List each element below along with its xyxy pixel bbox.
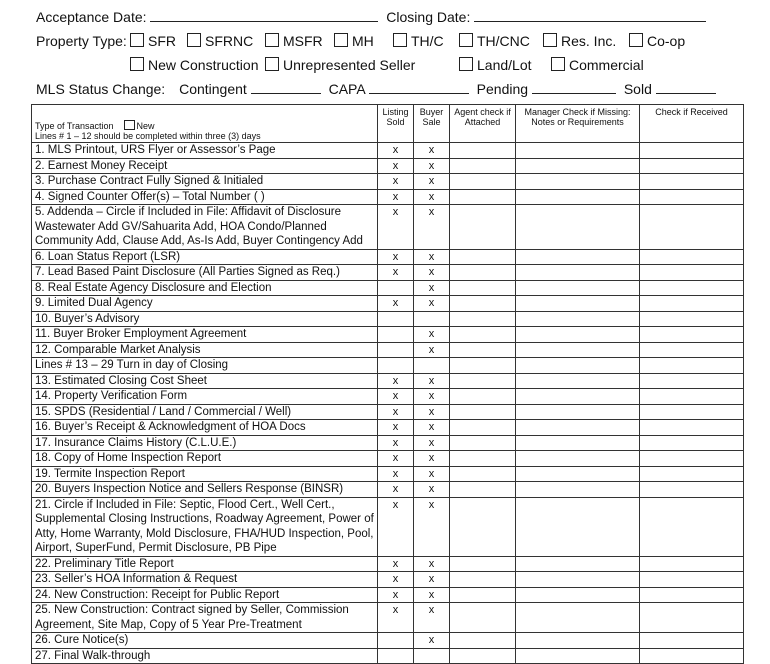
- manager-notes-cell[interactable]: [516, 265, 640, 281]
- received-check-cell[interactable]: [640, 556, 744, 572]
- property-type-option[interactable]: [459, 57, 532, 73]
- listing-sold-mark: x: [378, 249, 414, 265]
- manager-notes-cell[interactable]: [516, 648, 640, 664]
- table-row: [32, 633, 744, 649]
- manager-notes-cell[interactable]: [516, 497, 640, 556]
- property-type-option[interactable]: [265, 33, 323, 49]
- new-checkbox[interactable]: [124, 120, 135, 130]
- property-type-option[interactable]: [543, 33, 616, 49]
- row-description: 12. Comparable Market Analysis: [32, 342, 378, 358]
- manager-notes-cell[interactable]: [516, 342, 640, 358]
- agent-check-cell[interactable]: [450, 482, 516, 498]
- property-type-label: Property Type:: [36, 33, 127, 49]
- agent-check-cell[interactable]: [450, 358, 516, 374]
- manager-notes-cell[interactable]: [516, 311, 640, 327]
- listing-sold-mark: x: [378, 497, 414, 556]
- mls-sold-field[interactable]: [656, 81, 716, 94]
- manager-notes-cell[interactable]: [516, 420, 640, 436]
- received-check-cell[interactable]: [640, 466, 744, 482]
- table-row: [32, 587, 744, 603]
- received-check-cell[interactable]: [640, 280, 744, 296]
- property-type-label: Unrepresented Seller: [283, 57, 416, 73]
- property-type-option[interactable]: [393, 33, 444, 49]
- mls-pending-label: Pending: [476, 81, 529, 97]
- agent-check-cell[interactable]: [450, 205, 516, 250]
- buyer-sale-mark: x: [414, 280, 450, 296]
- received-check-cell[interactable]: [640, 389, 744, 405]
- received-check-cell[interactable]: [640, 296, 744, 312]
- property-type-checkbox[interactable]: [629, 33, 643, 47]
- row-description: 7. Lead Based Paint Disclosure (All Parties Signed as Req.): [32, 265, 378, 281]
- property-type-option[interactable]: [265, 57, 415, 73]
- agent-check-cell[interactable]: [450, 158, 516, 174]
- row-description: 3. Purchase Contract Fully Signed & Initialed: [32, 174, 378, 190]
- agent-check-cell[interactable]: [450, 451, 516, 467]
- received-check-cell[interactable]: [640, 373, 744, 389]
- table-row: [32, 296, 744, 312]
- property-type-option[interactable]: [459, 33, 530, 49]
- listing-sold-mark: [378, 311, 414, 327]
- agent-check-cell[interactable]: [450, 265, 516, 281]
- buyer-sale-mark: [414, 648, 450, 664]
- manager-notes-cell[interactable]: [516, 189, 640, 205]
- checklist-table: [31, 104, 744, 664]
- agent-check-cell[interactable]: [450, 603, 516, 633]
- property-type-label: New Construction: [148, 57, 259, 73]
- agent-check-cell[interactable]: [450, 587, 516, 603]
- buyer-sale-mark: x: [414, 373, 450, 389]
- row-description: 14. Property Verification Form: [32, 389, 378, 405]
- row-description: 16. Buyer’s Receipt & Acknowledgment of HOA Docs: [32, 420, 378, 436]
- agent-check-cell[interactable]: [450, 296, 516, 312]
- listing-sold-mark: [378, 327, 414, 343]
- buyer-sale-mark: x: [414, 265, 450, 281]
- buyer-sale-mark: x: [414, 482, 450, 498]
- received-check-cell[interactable]: [640, 158, 744, 174]
- property-type-checkbox[interactable]: [459, 33, 473, 47]
- table-row: [32, 482, 744, 498]
- property-type-label: Res. Inc.: [561, 33, 617, 49]
- closing-date-field[interactable]: [474, 9, 706, 22]
- listing-sold-mark: x: [378, 451, 414, 467]
- listing-sold-mark: [378, 342, 414, 358]
- property-type-label: Land/Lot: [477, 57, 532, 73]
- new-label: New: [136, 121, 155, 131]
- listing-sold-mark: x: [378, 143, 414, 159]
- agent-check-cell[interactable]: [450, 249, 516, 265]
- property-type-checkbox[interactable]: [130, 57, 144, 71]
- buyer-sale-mark: x: [414, 389, 450, 405]
- manager-notes-cell[interactable]: [516, 327, 640, 343]
- row-description: 6. Loan Status Report (LSR): [32, 249, 378, 265]
- listing-sold-mark: x: [378, 205, 414, 250]
- table-row: [32, 556, 744, 572]
- table-row: [32, 497, 744, 556]
- buyer-sale-mark: x: [414, 466, 450, 482]
- manager-notes-cell[interactable]: [516, 404, 640, 420]
- table-row: [32, 358, 744, 374]
- agent-check-cell[interactable]: [450, 280, 516, 296]
- received-check-cell[interactable]: [640, 342, 744, 358]
- row-description: 22. Preliminary Title Report: [32, 556, 378, 572]
- transaction-type-header: [32, 105, 378, 143]
- received-check-cell[interactable]: [640, 311, 744, 327]
- agent-check-cell[interactable]: [450, 311, 516, 327]
- row-description: 17. Insurance Claims History (C.L.U.E.): [32, 435, 378, 451]
- row-description: 9. Limited Dual Agency: [32, 296, 378, 312]
- listing-sold-mark: x: [378, 435, 414, 451]
- table-row: [32, 205, 744, 250]
- manager-notes-cell[interactable]: [516, 373, 640, 389]
- property-type-label: TH/C: [411, 33, 444, 49]
- listing-sold-header: Listing Sold: [378, 105, 414, 143]
- agent-check-cell[interactable]: [450, 373, 516, 389]
- buyer-sale-mark: x: [414, 404, 450, 420]
- mls-pending-field[interactable]: [532, 81, 616, 94]
- listing-sold-mark: [378, 648, 414, 664]
- manager-notes-cell[interactable]: [516, 556, 640, 572]
- row-description: 10. Buyer’s Advisory: [32, 311, 378, 327]
- agent-check-cell[interactable]: [450, 435, 516, 451]
- listing-sold-mark: x: [378, 296, 414, 312]
- property-type-option[interactable]: [130, 33, 176, 49]
- buyer-sale-mark: x: [414, 327, 450, 343]
- acceptance-date-field[interactable]: [150, 9, 378, 22]
- row-description: 24. New Construction: Receipt for Public Report: [32, 587, 378, 603]
- manager-notes-cell[interactable]: [516, 466, 640, 482]
- table-row: [32, 189, 744, 205]
- row-description: 5. Addenda – Circle if Included in File: Affidavit of Disclosure Wastewater Add GV/Sahuarita Add, HOA Condo/Planned Community Add, Clause Add, As-Is Add, Buyer Contingency Add: [32, 205, 378, 250]
- listing-sold-mark: x: [378, 556, 414, 572]
- property-type-label: Commercial: [569, 57, 644, 73]
- manager-notes-cell[interactable]: [516, 603, 640, 633]
- buyer-sale-mark: x: [414, 451, 450, 467]
- row-description: 27. Final Walk-through: [32, 648, 378, 664]
- listing-sold-mark: x: [378, 373, 414, 389]
- received-check-cell[interactable]: [640, 633, 744, 649]
- buyer-sale-mark: x: [414, 174, 450, 190]
- listing-sold-mark: x: [378, 404, 414, 420]
- listing-sold-mark: x: [378, 158, 414, 174]
- listing-sold-mark: x: [378, 587, 414, 603]
- listing-sold-mark: x: [378, 466, 414, 482]
- row-description: 19. Termite Inspection Report: [32, 466, 378, 482]
- received-check-cell[interactable]: [640, 497, 744, 556]
- agent-check-cell[interactable]: [450, 404, 516, 420]
- table-row: [32, 572, 744, 588]
- buyer-sale-mark: [414, 358, 450, 374]
- buyer-sale-mark: x: [414, 143, 450, 159]
- listing-sold-mark: x: [378, 420, 414, 436]
- buyer-sale-mark: x: [414, 249, 450, 265]
- property-type-checkbox[interactable]: [551, 57, 565, 71]
- mls-contingent-field[interactable]: [251, 81, 321, 94]
- buyer-sale-header: Buyer Sale: [414, 105, 450, 143]
- mls-capa-field[interactable]: [369, 81, 469, 94]
- property-type-option[interactable]: [551, 57, 644, 73]
- buyer-sale-mark: x: [414, 587, 450, 603]
- received-check-cell[interactable]: [640, 358, 744, 374]
- table-row: [32, 420, 744, 436]
- agent-check-cell[interactable]: [450, 143, 516, 159]
- agent-check-cell[interactable]: [450, 572, 516, 588]
- table-row: [32, 143, 744, 159]
- table-row: [32, 174, 744, 190]
- manager-notes-cell[interactable]: [516, 143, 640, 159]
- listing-sold-mark: x: [378, 189, 414, 205]
- property-type-checkbox[interactable]: [130, 33, 144, 47]
- listing-sold-mark: [378, 280, 414, 296]
- lines-note: Lines # 1 – 12 should be completed within three (3) days: [35, 131, 261, 141]
- closing-date-label: Closing Date:: [386, 9, 471, 25]
- table-row: [32, 342, 744, 358]
- manager-notes-cell[interactable]: [516, 451, 640, 467]
- listing-sold-mark: [378, 358, 414, 374]
- buyer-sale-mark: x: [414, 342, 450, 358]
- mls-status-label: MLS Status Change:: [36, 81, 166, 97]
- property-type-checkbox[interactable]: [187, 33, 201, 47]
- row-description: 23. Seller’s HOA Information & Request: [32, 572, 378, 588]
- property-type-checkbox[interactable]: [334, 33, 348, 47]
- table-row: [32, 603, 744, 633]
- table-row: [32, 280, 744, 296]
- manager-notes-cell[interactable]: [516, 205, 640, 250]
- received-check-cell[interactable]: [640, 249, 744, 265]
- table-row: [32, 373, 744, 389]
- manager-notes-cell[interactable]: [516, 280, 640, 296]
- manager-notes-cell[interactable]: [516, 435, 640, 451]
- row-description: Lines # 13 – 29 Turn in day of Closing: [32, 358, 378, 374]
- property-type-label: Co-op: [647, 33, 686, 49]
- buyer-sale-mark: x: [414, 572, 450, 588]
- row-description: 26. Cure Notice(s): [32, 633, 378, 649]
- agent-check-cell[interactable]: [450, 556, 516, 572]
- listing-sold-mark: x: [378, 572, 414, 588]
- table-row: [32, 404, 744, 420]
- buyer-sale-mark: x: [414, 189, 450, 205]
- manager-notes-cell[interactable]: [516, 389, 640, 405]
- row-description: 8. Real Estate Agency Disclosure and Election: [32, 280, 378, 296]
- received-check-cell[interactable]: [640, 648, 744, 664]
- row-description: 25. New Construction: Contract signed by Seller, Commission Agreement, Site Map, Copy of 5 Year Pre-Treatment: [32, 603, 378, 633]
- manager-notes-cell[interactable]: [516, 482, 640, 498]
- received-check-cell[interactable]: [640, 572, 744, 588]
- dates-row: [36, 9, 706, 25]
- property-type-checkbox[interactable]: [265, 33, 279, 47]
- received-check-cell[interactable]: [640, 265, 744, 281]
- property-type-label: SFRNC: [205, 33, 254, 49]
- buyer-sale-mark: x: [414, 633, 450, 649]
- received-check-cell[interactable]: [640, 603, 744, 633]
- received-check-cell[interactable]: [640, 404, 744, 420]
- buyer-sale-mark: x: [414, 205, 450, 250]
- manager-notes-cell[interactable]: [516, 158, 640, 174]
- received-check-cell[interactable]: [640, 327, 744, 343]
- table-row: [32, 435, 744, 451]
- property-type-checkbox[interactable]: [265, 57, 279, 71]
- property-type-option[interactable]: [629, 33, 685, 49]
- received-check-cell[interactable]: [640, 482, 744, 498]
- table-row: [32, 451, 744, 467]
- manager-check-header: Manager Check if Missing: Notes or Requirements: [516, 105, 640, 143]
- table-row: [32, 249, 744, 265]
- agent-check-cell[interactable]: [450, 420, 516, 436]
- manager-notes-cell[interactable]: [516, 249, 640, 265]
- acceptance-date-label: Acceptance Date:: [36, 9, 147, 25]
- row-description: 4. Signed Counter Offer(s) – Total Number ( ): [32, 189, 378, 205]
- manager-notes-cell[interactable]: [516, 174, 640, 190]
- property-type-label: SFR: [148, 33, 176, 49]
- agent-check-cell[interactable]: [450, 189, 516, 205]
- agent-check-cell[interactable]: [450, 633, 516, 649]
- table-row: [32, 389, 744, 405]
- received-check-cell[interactable]: [640, 143, 744, 159]
- row-description: 13. Estimated Closing Cost Sheet: [32, 373, 378, 389]
- row-description: 15. SPDS (Residential / Land / Commercial / Well): [32, 404, 378, 420]
- manager-notes-cell[interactable]: [516, 296, 640, 312]
- received-check-cell[interactable]: [640, 174, 744, 190]
- row-description: 1. MLS Printout, URS Flyer or Assessor’s Page: [32, 143, 378, 159]
- agent-check-cell[interactable]: [450, 174, 516, 190]
- property-type-checkbox[interactable]: [393, 33, 407, 47]
- agent-check-cell[interactable]: [450, 327, 516, 343]
- agent-check-cell[interactable]: [450, 342, 516, 358]
- property-type-label: MSFR: [283, 33, 323, 49]
- table-row: [32, 327, 744, 343]
- transaction-type-label: Type of Transaction: [35, 121, 114, 131]
- property-type-checkbox[interactable]: [459, 57, 473, 71]
- buyer-sale-mark: x: [414, 556, 450, 572]
- table-row: [32, 311, 744, 327]
- manager-notes-cell[interactable]: [516, 587, 640, 603]
- mls-sold-label: Sold: [623, 81, 652, 97]
- mls-status-row: [36, 81, 716, 97]
- received-check-cell[interactable]: [640, 189, 744, 205]
- property-type-label: MH: [352, 33, 374, 49]
- received-check-cell[interactable]: [640, 205, 744, 250]
- row-description: 11. Buyer Broker Employment Agreement: [32, 327, 378, 343]
- buyer-sale-mark: x: [414, 497, 450, 556]
- property-type-option[interactable]: [334, 33, 374, 49]
- row-description: 18. Copy of Home Inspection Report: [32, 451, 378, 467]
- row-description: 21. Circle if Included in File: Septic, Flood Cert., Well Cert., Supplemental Closing Instructions, Roadway Agreement, Power of Atty, Home Warranty, Mold Disclosure, FHA/HUD Inspection, Pool, Airport, SuperFund, Permit Disclosure, PB Pipe: [32, 497, 378, 556]
- buyer-sale-mark: x: [414, 435, 450, 451]
- buyer-sale-mark: x: [414, 158, 450, 174]
- listing-sold-mark: x: [378, 482, 414, 498]
- listing-sold-mark: x: [378, 603, 414, 633]
- check-received-header: Check if Received: [640, 105, 744, 143]
- agent-check-cell[interactable]: [450, 648, 516, 664]
- manager-notes-cell[interactable]: [516, 572, 640, 588]
- row-description: 20. Buyers Inspection Notice and Sellers Response (BINSR): [32, 482, 378, 498]
- buyer-sale-mark: x: [414, 603, 450, 633]
- table-row: [32, 265, 744, 281]
- agent-check-header: Agent check if Attached: [450, 105, 516, 143]
- mls-capa-label: CAPA: [328, 81, 365, 97]
- listing-sold-mark: x: [378, 265, 414, 281]
- mls-contingent-label: Contingent: [179, 81, 247, 97]
- property-type-option[interactable]: [187, 33, 253, 49]
- property-type-option[interactable]: [130, 57, 259, 73]
- received-check-cell[interactable]: [640, 420, 744, 436]
- agent-check-cell[interactable]: [450, 389, 516, 405]
- agent-check-cell[interactable]: [450, 466, 516, 482]
- received-check-cell[interactable]: [640, 587, 744, 603]
- row-description: 2. Earnest Money Receipt: [32, 158, 378, 174]
- listing-sold-mark: [378, 633, 414, 649]
- table-row: [32, 158, 744, 174]
- table-row: [32, 466, 744, 482]
- listing-sold-mark: x: [378, 174, 414, 190]
- property-type-checkbox[interactable]: [543, 33, 557, 47]
- received-check-cell[interactable]: [640, 435, 744, 451]
- property-type-label: TH/CNC: [477, 33, 530, 49]
- buyer-sale-mark: x: [414, 296, 450, 312]
- listing-sold-mark: x: [378, 389, 414, 405]
- manager-notes-cell[interactable]: [516, 358, 640, 374]
- table-row: [32, 648, 744, 664]
- received-check-cell[interactable]: [640, 451, 744, 467]
- agent-check-cell[interactable]: [450, 497, 516, 556]
- manager-notes-cell[interactable]: [516, 633, 640, 649]
- buyer-sale-mark: [414, 311, 450, 327]
- buyer-sale-mark: x: [414, 420, 450, 436]
